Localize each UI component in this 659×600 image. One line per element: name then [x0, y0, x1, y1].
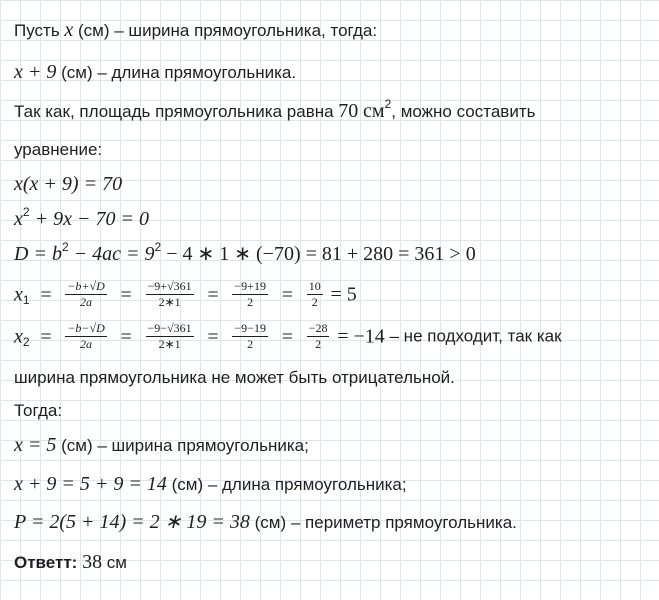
math-expr: P = 2(5 + 14) = 2 ∗ 19 = 38: [14, 511, 250, 533]
equals-sign: =: [40, 325, 52, 348]
denominator: 2∗1: [158, 295, 181, 309]
line-negative-width: [14, 366, 455, 390]
text: Пусть: [14, 21, 65, 40]
denominator: 2: [315, 337, 322, 351]
numerator: −28: [308, 321, 328, 335]
denominator: 2a: [80, 337, 93, 351]
math-expr: x + 9: [14, 61, 57, 83]
line-let-x: [14, 18, 377, 43]
math-expr: − 4ac = 9: [68, 243, 155, 265]
equals-sign: =: [120, 325, 132, 348]
text: – не подходит, так как: [384, 326, 562, 346]
text: (см) – периметр прямоугольника.: [249, 513, 517, 532]
fraction: [307, 322, 330, 351]
math-var: x: [64, 19, 74, 41]
denominator: 2∗1: [158, 337, 181, 351]
line-root1: [14, 280, 357, 309]
line-then: [14, 399, 62, 423]
numerator: −9−√361: [147, 321, 192, 335]
text: ширина прямоугольника не может быть отрицательной.: [14, 368, 455, 387]
numerator: −b+√D: [67, 279, 105, 293]
text: (см) – длина прямоугольника.: [56, 63, 297, 82]
fraction: [232, 280, 268, 309]
math-expr: x = 5: [14, 434, 57, 456]
text: Тогда:: [14, 401, 63, 420]
equals-sign: =: [207, 325, 219, 348]
line-length: [14, 60, 296, 85]
subscript: 2: [22, 334, 30, 349]
fraction: [65, 322, 106, 351]
superscript: 2: [154, 240, 162, 254]
answer-value: 38: [82, 551, 103, 573]
denominator: 2a: [80, 295, 93, 309]
denominator: 2: [247, 295, 254, 309]
denominator: 2: [311, 295, 318, 309]
fraction: [232, 322, 268, 351]
numerator: −9+19: [234, 279, 266, 293]
text: уравнение:: [14, 140, 103, 159]
fraction: [146, 280, 194, 309]
line-answer: [14, 550, 127, 575]
math-var: x: [14, 283, 23, 306]
line-area: [14, 99, 535, 124]
equals-sign: =: [207, 283, 219, 306]
math-expr: + 9x − 70 = 0: [29, 208, 149, 230]
superscript: 2: [384, 97, 392, 111]
subscript: 1: [22, 292, 30, 307]
numerator: −b−√D: [67, 321, 105, 335]
line-perimeter: [14, 510, 517, 535]
text: (см) – длина прямоугольника;: [166, 475, 407, 494]
answer-label: Ответт:: [14, 553, 78, 572]
line-discriminant: [14, 242, 476, 267]
fraction: [307, 280, 323, 309]
result: = 5: [330, 283, 357, 306]
equals-sign: =: [281, 325, 293, 348]
text: Так как, площадь прямоугольника равна: [14, 102, 339, 121]
line-equation-word: [14, 138, 102, 162]
math-unit: см: [363, 100, 385, 122]
equals-sign: =: [40, 283, 52, 306]
math-num: 70: [338, 100, 359, 122]
math-expr: − 4 ∗ 1 ∗ (−70) = 81 + 280 = 361 > 0: [161, 243, 476, 265]
fraction: [146, 322, 194, 351]
math-expr: x: [14, 208, 23, 230]
line-eq1: [14, 172, 122, 197]
superscript: 2: [22, 205, 30, 219]
numerator: −9+√361: [147, 279, 192, 293]
superscript: 2: [61, 240, 69, 254]
numerator: −9−19: [234, 321, 266, 335]
fraction: [65, 280, 106, 309]
equals-sign: =: [281, 283, 293, 306]
numerator: 10: [308, 279, 321, 293]
result: = −14: [337, 325, 385, 348]
math-expr: x(x + 9) = 70: [14, 173, 123, 195]
denominator: 2: [247, 337, 254, 351]
math-expr: D = b: [14, 243, 62, 265]
line-width-result: [14, 433, 309, 458]
equals-sign: =: [120, 283, 132, 306]
text: (см) – ширина прямоугольника;: [56, 436, 309, 455]
line-length-result: [14, 472, 407, 497]
math-var: x: [14, 325, 23, 348]
line-root2: [14, 322, 562, 351]
math-expr: x + 9 = 5 + 9 = 14: [14, 473, 167, 495]
answer-unit: см: [102, 553, 127, 572]
text: (см) – ширина прямоугольника, тогда:: [73, 21, 378, 40]
text: , можно составить: [391, 102, 536, 121]
line-eq2: [14, 207, 149, 232]
